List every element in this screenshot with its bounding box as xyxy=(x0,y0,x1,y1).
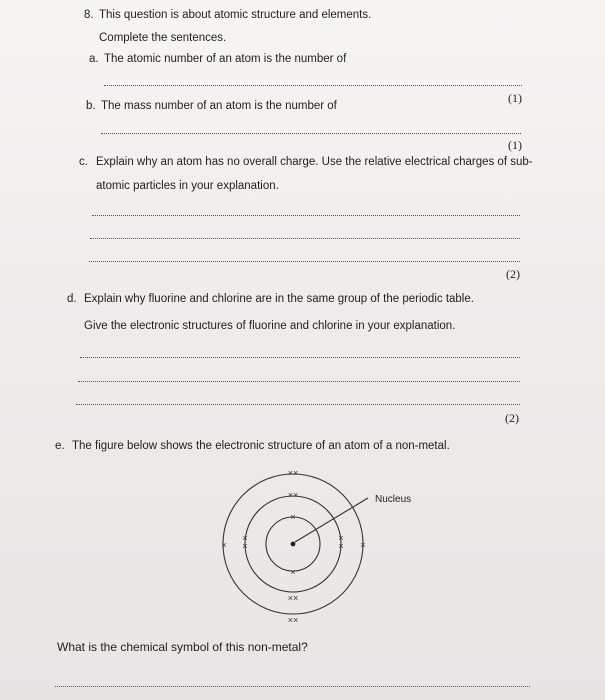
part-d-answer-line-2[interactable] xyxy=(78,381,520,382)
part-a-answer-line[interactable] xyxy=(104,85,522,86)
svg-text:××: ×× xyxy=(287,593,299,603)
part-b-answer-line[interactable] xyxy=(101,133,521,134)
nucleus-dot xyxy=(291,542,296,547)
part-c-line1: Explain why an atom has no overall charge. Use the relative electrical charges of sub- xyxy=(96,156,533,168)
part-b-text: The mass number of an atom is the number of xyxy=(101,100,337,112)
part-c-answer-line-2[interactable] xyxy=(90,238,520,239)
part-d-answer-line-1[interactable] xyxy=(80,357,520,358)
svg-text:××: ×× xyxy=(287,468,299,478)
part-c-answer-line-1[interactable] xyxy=(92,215,520,216)
part-c-line2: atomic particles in your explanation. xyxy=(96,180,279,192)
electron-shell-diagram xyxy=(200,460,430,635)
part-c-answer-line-3[interactable] xyxy=(89,261,520,262)
svg-text:×: × xyxy=(360,540,366,550)
part-b-letter: b. xyxy=(86,100,96,112)
nucleus-label: Nucleus xyxy=(375,494,412,505)
electron-crosses xyxy=(221,468,365,625)
svg-text:×: × xyxy=(242,541,248,551)
part-e-question: What is the chemical symbol of this non-metal? xyxy=(57,640,308,654)
part-a-letter: a. xyxy=(89,53,99,65)
part-d-line1: Explain why fluorine and chlorine are in the same group of the periodic table. xyxy=(84,293,474,305)
svg-text:×: × xyxy=(290,512,296,522)
part-a-marks: (1) xyxy=(508,91,522,105)
part-a-text: The atomic number of an atom is the number of xyxy=(104,53,347,65)
part-e-text: The figure below shows the electronic structure of an atom of a non-metal. xyxy=(72,440,450,452)
question-intro: This question is about atomic structure and elements. xyxy=(99,9,372,21)
part-e-letter: e. xyxy=(55,440,65,452)
svg-text:××: ×× xyxy=(287,615,299,625)
part-d-answer-line-3[interactable] xyxy=(76,404,520,405)
svg-text:×: × xyxy=(242,533,248,543)
question-number: 8. xyxy=(84,9,94,21)
part-d-marks: (2) xyxy=(505,411,519,425)
svg-text:××: ×× xyxy=(287,490,299,500)
part-c-marks: (2) xyxy=(506,267,520,281)
svg-text:×: × xyxy=(290,567,296,577)
part-c-letter: c. xyxy=(79,156,88,168)
part-e-answer-line[interactable] xyxy=(55,686,530,687)
part-d-line2: Give the electronic structures of fluorine and chlorine in your explanation. xyxy=(84,320,456,332)
part-d-letter: d. xyxy=(67,293,77,305)
svg-text:×: × xyxy=(221,540,227,550)
part-b-marks: (1) xyxy=(508,138,522,152)
svg-text:×: × xyxy=(338,533,344,543)
svg-text:×: × xyxy=(338,541,344,551)
question-instruction: Complete the sentences. xyxy=(99,32,227,44)
